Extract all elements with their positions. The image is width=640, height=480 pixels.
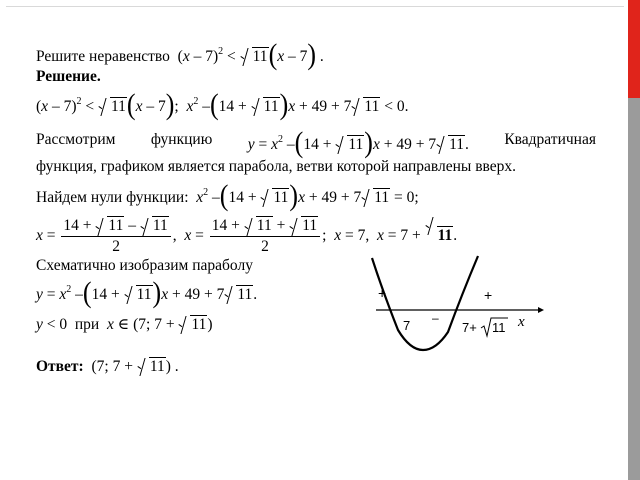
roots-line: x = $\frac{14 + 11 - 11}{2}$ , x = $\frac{14 + 11 + 11}{2}$ ; x = 7, x = 7 + 11.: [36, 216, 458, 255]
sqrt-symbol: 11: [241, 47, 269, 67]
function-description: функция, графиком является парабола, ветви которой направлены вверх.: [36, 158, 517, 175]
function-word: функцию: [150, 131, 213, 148]
accent-bar-gray: [628, 98, 640, 480]
plus-left: +: [378, 285, 387, 301]
function-line: [36, 125, 596, 160]
root-1-label: 7: [403, 318, 411, 333]
negative-interval: y < 0 при x ∈ (7; 7 + 11): [36, 316, 213, 333]
answer-label: Ответ:: [36, 358, 84, 375]
minus-sign: –: [432, 311, 439, 325]
sketch-text: Схематично изобразим параболу: [36, 257, 253, 274]
plus-right: +: [484, 287, 493, 303]
root-2-label: 7+: [462, 320, 477, 335]
quadratic-word: Квадратичная: [504, 131, 596, 148]
root-fraction-2: $\frac{14 + 11 + 11}{2}$: [210, 217, 320, 256]
solution-heading: Решение.: [36, 68, 101, 85]
zeros-line: Найдем нули функции: $x^2$ –(14 + 11)x + 49 + 7 11 = 0;: [36, 178, 419, 213]
x-axis-label: x: [518, 314, 525, 330]
root-2-radicand: 11: [492, 320, 506, 335]
x-axis-arrow: [538, 307, 544, 313]
root-fraction-1: $\frac{14 + 11 - 11}{2}$: [61, 217, 170, 256]
accent-bar-red: [628, 0, 640, 98]
parabola-graph: [368, 252, 548, 352]
consider-word: Рассмотрим: [36, 131, 116, 148]
parabola-formula: $y = x^2$ –(14 + 11)x + 49 + 7 11.: [36, 275, 258, 310]
function-formula: $y = x^2$ –(14 + 11)x + 49 + 7 11.: [247, 125, 469, 160]
answer-line: Ответ: (7; 7 + 11) .: [36, 358, 179, 375]
solution-step-1: (x – 7)$^2$ < 11(x – 7); $x^2$ –(14 + 11)x + 49 + 7 11 < 0.: [36, 87, 409, 122]
problem-statement: Решите неравенство (x – 7)$^2$ < 11(x – 7) .: [36, 37, 324, 72]
slide-frame-line: [6, 6, 624, 7]
parabola-curve: [372, 256, 478, 350]
problem-prefix: Решите неравенство: [36, 48, 170, 65]
